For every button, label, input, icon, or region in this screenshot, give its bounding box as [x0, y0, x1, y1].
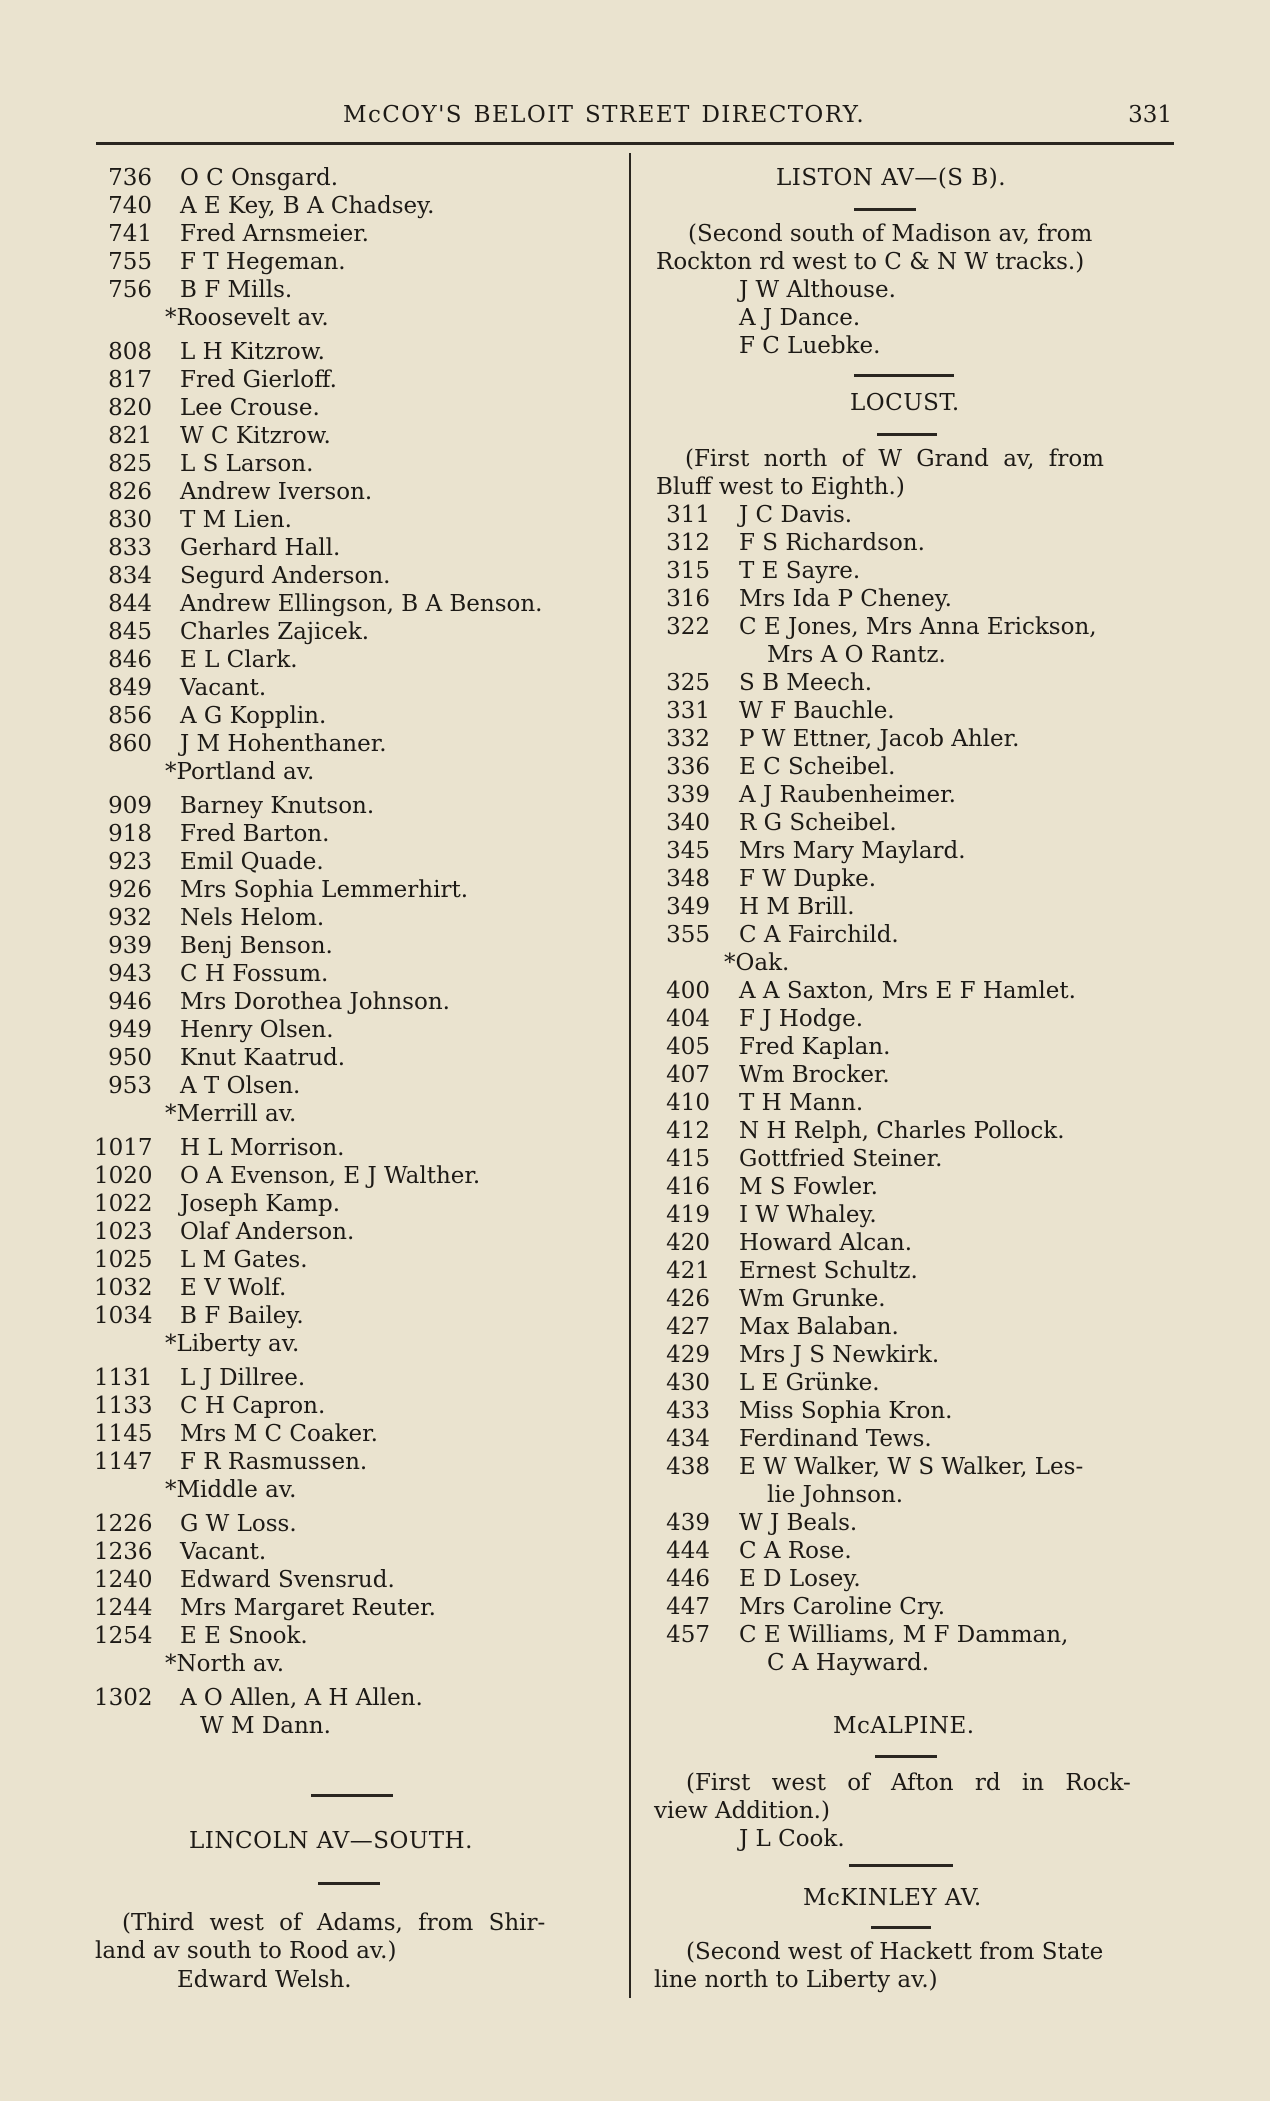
house-number: 926 [108, 877, 152, 903]
house-number: 909 [108, 793, 152, 819]
directory-entry [0, 614, 1270, 642]
resident-name: Mrs M C Coaker. [180, 1421, 378, 1447]
resident-name: W J Beals. [739, 1510, 858, 1536]
directory-entry [0, 866, 1270, 894]
resident-name: Fred Kaplan. [739, 1034, 891, 1060]
house-number: 415 [666, 1146, 710, 1172]
house-number: 404 [666, 1006, 710, 1032]
resident-name: Fred Gierloff. [180, 367, 337, 393]
resident-name: E W Walker, W S Walker, Les- [739, 1454, 1084, 1480]
directory-entry [0, 1202, 1270, 1230]
house-number: 844 [108, 591, 152, 617]
resident-name: Ferdinand Tews. [739, 1426, 932, 1452]
house-number: 825 [108, 451, 152, 477]
street-heading-lincoln: LINCOLN AV—SOUTH. [189, 1828, 473, 1854]
cross-street-label: *Roosevelt av. [165, 305, 329, 331]
house-number: 349 [666, 894, 710, 920]
resident-name: R G Scheibel. [739, 810, 897, 836]
house-number: 331 [666, 698, 710, 724]
directory-entry [0, 1258, 1270, 1286]
house-number: 447 [666, 1594, 710, 1620]
resident-name: Mrs A O Rantz. [767, 642, 946, 668]
resident-name: Segurd Anderson. [180, 563, 391, 589]
house-number: 427 [666, 1314, 710, 1340]
house-number: 421 [666, 1258, 710, 1284]
cross-street-label: *North av. [165, 1651, 285, 1677]
house-number: 1147 [94, 1449, 153, 1475]
directory-entry [0, 530, 1270, 558]
resident-name: F T Hegeman. [180, 249, 346, 275]
house-number: 949 [108, 1017, 152, 1043]
resident-name: E E Snook. [180, 1623, 308, 1649]
resident-name: Benj Benson. [180, 933, 333, 959]
cross-street-label: *Middle av. [165, 1477, 297, 1503]
resident-name: F W Dupke. [739, 866, 877, 892]
house-number: 943 [108, 961, 152, 987]
page-number: 331 [1128, 102, 1172, 128]
house-number: 407 [666, 1062, 710, 1088]
section-rule [849, 1864, 953, 1867]
house-number: 946 [108, 989, 152, 1015]
cross-street-label: *Portland av. [165, 759, 315, 785]
directory-entry [0, 782, 1270, 810]
street-description: Bluff west to Eighth.) [656, 474, 905, 500]
resident-name: Mrs Sophia Lemmerhirt. [180, 877, 469, 903]
house-number: 1133 [94, 1393, 153, 1419]
directory-entry [0, 838, 1270, 866]
directory-entry [0, 558, 1270, 586]
resident-name: I W Whaley. [739, 1202, 877, 1228]
directory-entry [0, 1538, 1270, 1566]
resident-name: Mrs J S Newkirk. [739, 1342, 940, 1368]
resident-name: F R Rasmussen. [180, 1449, 368, 1475]
house-number: 950 [108, 1045, 152, 1071]
resident-name: Howard Alcan. [739, 1230, 913, 1256]
resident-name: A E Key, B A Chadsey. [180, 193, 435, 219]
house-number: 1226 [94, 1511, 153, 1537]
house-number: 1236 [94, 1539, 153, 1565]
directory-title: McCOY'S BELOIT STREET DIRECTORY. [343, 102, 866, 128]
house-number: 438 [666, 1454, 710, 1480]
section-rule [877, 433, 937, 436]
resident-name: Mrs Ida P Cheney. [739, 586, 952, 612]
street-description: line north to Liberty av.) [654, 1967, 938, 1993]
directory-entry [0, 1594, 1270, 1622]
resident-name: A J Dance. [739, 305, 861, 331]
street-description: (Second west of Hackett from State [686, 1939, 1104, 1965]
directory-entry [0, 586, 1270, 614]
directory-entry [0, 1062, 1270, 1090]
directory-entry [0, 810, 1270, 838]
resident-name: W F Bauchle. [739, 698, 895, 724]
resident-name: Mrs Dorothea Johnson. [180, 989, 450, 1015]
house-number: 830 [108, 507, 152, 533]
entry-continuation [0, 1482, 1270, 1510]
house-number: 311 [666, 502, 710, 528]
resident-name: F S Richardson. [739, 530, 925, 556]
directory-entry [0, 698, 1270, 726]
house-number: 412 [666, 1118, 710, 1144]
directory-entry [0, 502, 1270, 530]
resident-name: E C Scheibel. [739, 754, 896, 780]
resident-name: B F Mills. [180, 277, 293, 303]
directory-entry [0, 1510, 1270, 1538]
house-number: 316 [666, 586, 710, 612]
resident-name: F J Hodge. [739, 1006, 864, 1032]
section-rule [875, 1755, 937, 1758]
house-number: 849 [108, 675, 152, 701]
street-heading-mckinley: McKINLEY AV. [803, 1885, 982, 1911]
street-description: (Second south of Madison av, from [688, 221, 1093, 247]
resident-name: Knut Kaatrud. [180, 1045, 346, 1071]
house-number: 1145 [94, 1421, 153, 1447]
street-heading-locust: LOCUST. [850, 390, 960, 416]
resident-name: C E Williams, M F Damman, [739, 1622, 1069, 1648]
resident-name: O A Evenson, E J Walther. [180, 1163, 481, 1189]
house-number: 355 [666, 922, 710, 948]
house-number: 315 [666, 558, 710, 584]
street-description: land av south to Rood av.) [95, 1938, 397, 1964]
house-number: 820 [108, 395, 152, 421]
resident-name: Edward Svensrud. [180, 1567, 395, 1593]
resident-name: A J Raubenheimer. [739, 782, 956, 808]
house-number: 434 [666, 1426, 710, 1452]
house-number: 446 [666, 1566, 710, 1592]
directory-entry [0, 1146, 1270, 1174]
resident-name: A T Olsen. [180, 1073, 301, 1099]
entry-continuation [0, 642, 1270, 670]
section-rule [854, 208, 916, 211]
resident-name: P W Ettner, Jacob Ahler. [739, 726, 1020, 752]
house-number: 856 [108, 703, 152, 729]
house-number: 923 [108, 849, 152, 875]
directory-entry [0, 1314, 1270, 1342]
house-number: 1032 [94, 1275, 153, 1301]
resident-name: Henry Olsen. [180, 1017, 334, 1043]
resident-name: L M Gates. [180, 1247, 308, 1273]
directory-entry [0, 1342, 1270, 1370]
entry-continuation [0, 1650, 1270, 1678]
house-number: 1025 [94, 1247, 153, 1273]
house-number: 1022 [94, 1191, 153, 1217]
house-number: 741 [108, 221, 152, 247]
resident-name: F C Luebke. [739, 333, 881, 359]
resident-name: G W Loss. [180, 1511, 297, 1537]
resident-name: C A Hayward. [767, 1650, 930, 1676]
house-number: 1017 [94, 1135, 153, 1161]
house-number: 416 [666, 1174, 710, 1200]
house-number: 444 [666, 1538, 710, 1564]
house-number: 322 [666, 614, 710, 640]
house-number: 953 [108, 1073, 152, 1099]
cross-street-label: *Oak. [724, 950, 790, 976]
resident-name: Miss Sophia Kron. [739, 1398, 953, 1424]
resident-name: E D Losey. [739, 1566, 861, 1592]
resident-name: J L Cook. [739, 1826, 845, 1852]
resident-name: Andrew Iverson. [180, 479, 373, 505]
resident-name: Gottfried Steiner. [739, 1146, 943, 1172]
house-number: 821 [108, 423, 152, 449]
house-number: 918 [108, 821, 152, 847]
resident-name: C A Rose. [739, 1538, 852, 1564]
directory-entry [0, 1286, 1270, 1314]
house-number: 312 [666, 530, 710, 556]
house-number: 756 [108, 277, 152, 303]
resident-name: Andrew Ellingson, B A Benson. [180, 591, 543, 617]
directory-entry [0, 754, 1270, 782]
resident-name: Max Balaban. [739, 1314, 899, 1340]
street-heading-mcalpine: McALPINE. [833, 1713, 975, 1739]
directory-entry [0, 670, 1270, 698]
house-number: 1254 [94, 1623, 153, 1649]
house-number: 439 [666, 1510, 710, 1536]
resident-name: S B Meech. [739, 670, 873, 696]
resident-name: Olaf Anderson. [180, 1219, 355, 1245]
directory-entry [0, 1090, 1270, 1118]
resident-name: H L Morrison. [180, 1135, 345, 1161]
resident-name: Lee Crouse. [180, 395, 320, 421]
directory-entry [0, 1006, 1270, 1034]
house-number: 433 [666, 1398, 710, 1424]
resident-name: Ernest Schultz. [739, 1258, 918, 1284]
resident-name: T M Lien. [180, 507, 292, 533]
resident-name: T H Mann. [739, 1090, 864, 1116]
resident-name: O C Onsgard. [180, 165, 339, 191]
cross-street [0, 950, 1270, 978]
house-number: 332 [666, 726, 710, 752]
directory-entry [0, 1454, 1270, 1482]
resident-name: Barney Knutson. [180, 793, 375, 819]
street-description: (First west of Afton rd in Rock- [686, 1770, 1131, 1796]
house-number: 400 [666, 978, 710, 1004]
directory-entry [0, 978, 1270, 1006]
house-number: 1302 [94, 1685, 153, 1711]
house-number: 419 [666, 1202, 710, 1228]
house-number: 833 [108, 535, 152, 561]
resident-name: E V Wolf. [180, 1275, 287, 1301]
house-number: 348 [666, 866, 710, 892]
resident-name: L J Dillree. [180, 1365, 306, 1391]
resident-name: C E Jones, Mrs Anna Erickson, [739, 614, 1097, 640]
house-number: 345 [666, 838, 710, 864]
resident-name: N H Relph, Charles Pollock. [739, 1118, 1065, 1144]
section-rule [854, 374, 954, 377]
street-description: (First north of W Grand av, from [685, 446, 1104, 472]
directory-entry [0, 1174, 1270, 1202]
resident-name: C H Capron. [180, 1393, 326, 1419]
directory-entry [0, 1034, 1270, 1062]
house-number: 860 [108, 731, 152, 757]
resident-name: L E Grünke. [739, 1370, 880, 1396]
resident-name: Gerhard Hall. [180, 535, 341, 561]
house-number: 420 [666, 1230, 710, 1256]
directory-entry [0, 1622, 1270, 1650]
resident-name: J C Davis. [739, 502, 853, 528]
directory-entry [0, 1118, 1270, 1146]
house-number: 1244 [94, 1595, 153, 1621]
resident-name: Vacant. [180, 675, 267, 701]
resident-name: M S Fowler. [739, 1174, 878, 1200]
house-number: 932 [108, 905, 152, 931]
resident-name: E L Clark. [180, 647, 298, 673]
house-number: 1240 [94, 1567, 153, 1593]
resident-name: W M Dann. [200, 1713, 331, 1739]
street-heading-liston: LISTON AV—(S B). [776, 165, 1007, 191]
resident-name: Emil Quade. [180, 849, 324, 875]
house-number: 817 [108, 367, 152, 393]
house-number: 1131 [94, 1365, 153, 1391]
resident-name: T E Sayre. [739, 558, 861, 584]
resident-name: Fred Barton. [180, 821, 330, 847]
resident-name: Wm Grunke. [739, 1286, 886, 1312]
house-number: 845 [108, 619, 152, 645]
house-number: 405 [666, 1034, 710, 1060]
directory-entry [0, 1370, 1270, 1398]
directory-entry [0, 1230, 1270, 1258]
house-number: 755 [108, 249, 152, 275]
house-number: 410 [666, 1090, 710, 1116]
directory-entry [0, 726, 1270, 754]
resident-name: W C Kitzrow. [180, 423, 331, 449]
house-number: 808 [108, 339, 152, 365]
resident-name: Vacant. [180, 1539, 267, 1565]
house-number: 1034 [94, 1303, 153, 1329]
directory-entry [0, 1426, 1270, 1454]
house-number: 339 [666, 782, 710, 808]
house-number: 457 [666, 1622, 710, 1648]
house-number: 736 [108, 165, 152, 191]
resident-name: Wm Brocker. [739, 1062, 890, 1088]
resident-name: lie Johnson. [767, 1482, 904, 1508]
resident-name: J W Althouse. [739, 277, 896, 303]
house-number: 430 [666, 1370, 710, 1396]
resident-name: Nels Helom. [180, 905, 325, 931]
directory-entry [0, 894, 1270, 922]
directory-entry [0, 1398, 1270, 1426]
house-number: 1023 [94, 1219, 153, 1245]
house-number: 846 [108, 647, 152, 673]
resident-name: C A Fairchild. [739, 922, 899, 948]
house-number: 340 [666, 810, 710, 836]
resident-name: L H Kitzrow. [180, 339, 325, 365]
resident-name: B F Bailey. [180, 1303, 304, 1329]
house-number: 336 [666, 754, 710, 780]
resident-name: Fred Arnsmeier. [180, 221, 369, 247]
resident-name: Mrs Mary Maylard. [739, 838, 966, 864]
house-number: 834 [108, 563, 152, 589]
house-number: 740 [108, 193, 152, 219]
directory-entry [0, 922, 1270, 950]
resident-name: Mrs Margaret Reuter. [180, 1595, 436, 1621]
cross-street-label: *Liberty av. [165, 1331, 300, 1357]
directory-entry [0, 1566, 1270, 1594]
house-number: 1020 [94, 1163, 153, 1189]
resident-name: Edward Welsh. [177, 1967, 352, 1993]
resident-name: Mrs Caroline Cry. [739, 1594, 946, 1620]
house-number: 429 [666, 1342, 710, 1368]
cross-street-label: *Merrill av. [165, 1101, 297, 1127]
house-number: 325 [666, 670, 710, 696]
street-description: (Third west of Adams, from Shir- [122, 1910, 546, 1936]
resident-name: A A Saxton, Mrs E F Hamlet. [739, 978, 1076, 1004]
street-description: Rockton rd west to C & N W tracks.) [656, 249, 1085, 275]
house-number: 426 [666, 1286, 710, 1312]
resident-name: A O Allen, A H Allen. [180, 1685, 423, 1711]
resident-name: Joseph Kamp. [180, 1191, 341, 1217]
section-rule [871, 1926, 931, 1929]
house-number: 826 [108, 479, 152, 505]
resident-name: C H Fossum. [180, 961, 329, 987]
resident-name: L S Larson. [180, 451, 314, 477]
resident-name: J M Hohenthaner. [180, 731, 387, 757]
resident-name: A G Kopplin. [180, 703, 327, 729]
resident-name: Charles Zajicek. [180, 619, 370, 645]
resident-name: H M Brill. [739, 894, 855, 920]
street-description: view Addition.) [654, 1798, 830, 1824]
house-number: 939 [108, 933, 152, 959]
